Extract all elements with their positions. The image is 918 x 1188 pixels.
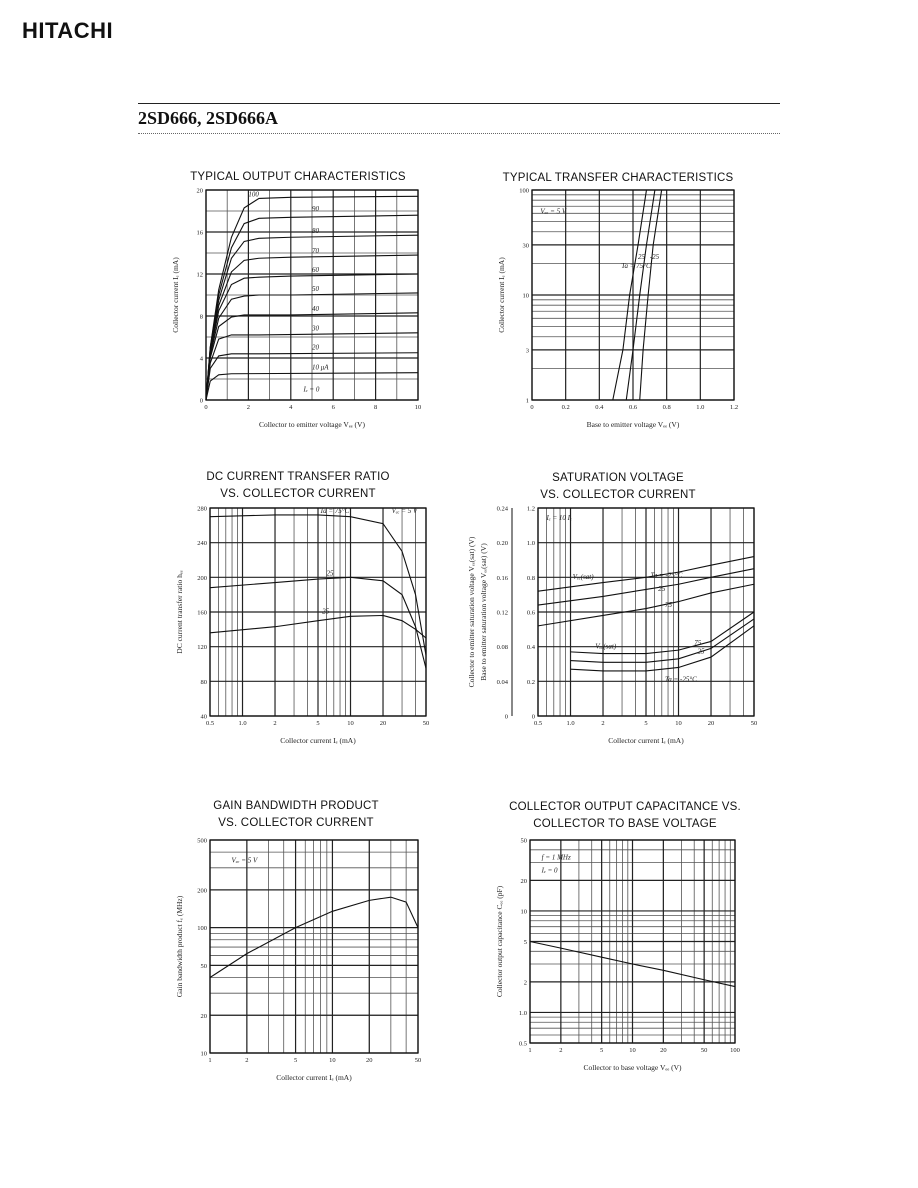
series-annotation: 75 bbox=[694, 638, 702, 647]
chart-output-characteristics bbox=[150, 185, 450, 440]
x-tick-label: 0 bbox=[204, 404, 208, 411]
series-annotation: Ta = 75°C bbox=[319, 507, 350, 516]
y-tick-label: 50 bbox=[200, 962, 207, 970]
series-annotation: Iₑ = 0 bbox=[541, 866, 558, 875]
y-tick-label: 12 bbox=[196, 271, 203, 279]
y-tick-label: 20 bbox=[196, 187, 203, 195]
y2-tick-label: 0.16 bbox=[496, 574, 508, 582]
y-tick-label: 160 bbox=[197, 609, 207, 617]
series-annotation: 25 bbox=[326, 569, 334, 578]
chart-title-output: TYPICAL OUTPUT CHARACTERISTICS bbox=[190, 171, 406, 183]
y-tick-label: 50 bbox=[520, 837, 527, 845]
y-axis-label: Collector current Iₑ (mA) bbox=[171, 257, 180, 333]
x-tick-label: 2 bbox=[245, 1057, 249, 1064]
series-annotation: -25 bbox=[319, 607, 330, 616]
y-tick-label: 8 bbox=[199, 313, 203, 321]
chart-dc-current-transfer-ratio bbox=[150, 500, 450, 755]
part-title: 2SD666, 2SD666A bbox=[138, 108, 279, 128]
y-tick-label: 30 bbox=[522, 242, 529, 250]
y-tick-label: 1 bbox=[525, 397, 529, 405]
chart-saturation-voltage bbox=[455, 500, 775, 755]
x-tick-label: 0.4 bbox=[595, 404, 604, 411]
y-tick-label: 0 bbox=[531, 713, 535, 721]
x-tick-label: 2 bbox=[601, 720, 605, 727]
header-rule bbox=[138, 103, 780, 104]
x-tick-label: 100 bbox=[730, 1047, 740, 1054]
x-tick-label: 1.0 bbox=[696, 404, 705, 411]
y-tick-label: 80 bbox=[200, 678, 207, 686]
series-annotation: -25 bbox=[649, 253, 660, 262]
y-tick-label: 100 bbox=[519, 187, 529, 195]
series-annotation: Ta = -25°C bbox=[650, 571, 683, 580]
chart-transfer-characteristics bbox=[470, 185, 770, 440]
series-annotation: 25 bbox=[658, 585, 666, 594]
chart-title-cob: COLLECTOR OUTPUT CAPACITANCE VS. COLLECTOR TO BASE VOLTAGE bbox=[509, 801, 741, 830]
x-tick-label: 20 bbox=[379, 720, 387, 727]
y-tick-label: 20 bbox=[520, 877, 527, 885]
y-tick-label: 5 bbox=[523, 939, 527, 946]
y-tick-label: 4 bbox=[199, 355, 203, 363]
series-annotation: 80 bbox=[312, 227, 319, 236]
y-tick-label: 200 bbox=[197, 887, 207, 895]
series-annotation: 60 bbox=[312, 265, 319, 274]
y-tick-label: 0.8 bbox=[526, 574, 535, 582]
y-axis-label: Gain bandwidth product fₑ (MHz) bbox=[175, 895, 184, 998]
series-annotation: f = 1 MHz bbox=[541, 853, 571, 862]
y-tick-label: 10 bbox=[520, 908, 527, 916]
series-annotation: Ta = 75°C bbox=[621, 262, 651, 271]
x-tick-label: 8 bbox=[373, 404, 378, 411]
x-tick-label: 50 bbox=[414, 1057, 422, 1064]
chart-gain-bandwidth bbox=[150, 830, 450, 1085]
series-line bbox=[571, 619, 754, 662]
series-annotation: Vₑₑ = 5 V bbox=[540, 207, 567, 216]
x-tick-label: 50 bbox=[700, 1047, 708, 1054]
series-annotation: 30 bbox=[312, 324, 319, 333]
series-annotation: 70 bbox=[312, 247, 319, 255]
x-tick-label: 1.0 bbox=[566, 720, 575, 727]
series-annotation: 100 bbox=[248, 190, 259, 199]
x-tick-label: 20 bbox=[366, 1057, 373, 1064]
y-tick-label: 1.2 bbox=[526, 505, 535, 513]
x-tick-label: 10 bbox=[347, 720, 354, 727]
y-tick-label: 500 bbox=[197, 837, 207, 845]
brand-logo: HITACHI bbox=[22, 18, 114, 43]
y-tick-label: 280 bbox=[197, 505, 207, 513]
chart-title-gbw: GAIN BANDWIDTH PRODUCT VS. COLLECTOR CURRENT bbox=[213, 800, 379, 829]
x-tick-label: 6 bbox=[331, 404, 335, 411]
series-annotation: Vₑₑ(sat) bbox=[595, 642, 617, 651]
plot-frame bbox=[210, 840, 418, 1053]
x-axis-label: Collector current Iₑ (mA) bbox=[280, 736, 356, 745]
y-tick-label: 10 bbox=[522, 292, 529, 300]
x-tick-label: 0.5 bbox=[533, 720, 543, 727]
x-tick-label: 4 bbox=[289, 404, 293, 411]
x-tick-label: 10 bbox=[675, 720, 682, 727]
header-rule-dotted bbox=[138, 133, 780, 134]
x-tick-label: 5 bbox=[644, 720, 648, 727]
y2-tick-label: 0.04 bbox=[496, 678, 508, 686]
chart-title-transfer: TYPICAL TRANSFER CHARACTERISTICS bbox=[502, 172, 734, 184]
y-tick-label: 3 bbox=[525, 347, 529, 355]
y-tick-label: 0 bbox=[199, 397, 203, 405]
x-tick-label: 0.6 bbox=[628, 404, 638, 411]
x-tick-label: 0.5 bbox=[205, 720, 215, 727]
y-axis-label: Collector to emitter saturation voltage Vₑₑ(sat) (V) bbox=[467, 536, 476, 688]
series-annotation: Ta = -25°C bbox=[665, 675, 697, 684]
series-annotation: 90 bbox=[312, 205, 319, 213]
x-axis-label: Collector to base voltage Vₑₑ (V) bbox=[583, 1063, 682, 1072]
y-tick-label: 16 bbox=[196, 229, 203, 237]
x-tick-label: 1.0 bbox=[238, 720, 247, 727]
series-annotation: 40 bbox=[312, 304, 319, 313]
x-tick-label: 5 bbox=[316, 720, 320, 727]
series-annotation: Vₑₑ = 5 V bbox=[391, 507, 418, 516]
x-axis-label: Collector to emitter voltage Vₑₑ (V) bbox=[259, 420, 365, 429]
y-tick-label: 0.5 bbox=[518, 1040, 527, 1048]
y-tick-label: 200 bbox=[197, 574, 207, 582]
x-tick-label: 50 bbox=[750, 720, 758, 727]
x-tick-label: 50 bbox=[422, 720, 430, 727]
x-tick-label: 10 bbox=[414, 404, 422, 411]
y2-tick-label: 0.24 bbox=[496, 505, 508, 513]
y-axis-label: DC current transfer ratio hₑₑ bbox=[175, 570, 184, 654]
y2-axis-label: Base to emitter saturation voltage Vₑₑ(sat) (V) bbox=[479, 543, 488, 681]
chart-title-saturation: SATURATION VOLTAGE VS. COLLECTOR CURRENT bbox=[540, 472, 696, 501]
y-tick-label: 0.6 bbox=[526, 609, 535, 617]
y-tick-label: 100 bbox=[197, 925, 207, 933]
x-tick-label: 1.2 bbox=[729, 404, 739, 411]
y2-tick-label: 0.12 bbox=[496, 609, 508, 617]
chart-title-hfe: DC CURRENT TRANSFER RATIO VS. COLLECTOR CURRENT bbox=[206, 471, 390, 500]
series-annotation: 10 μA bbox=[312, 363, 329, 372]
y2-tick-label: 0.20 bbox=[496, 540, 508, 548]
x-tick-label: 10 bbox=[329, 1057, 336, 1064]
x-tick-label: 5 bbox=[600, 1047, 604, 1054]
series-annotation: Vₑₑ = 5 V bbox=[231, 856, 258, 865]
y-tick-label: 1.0 bbox=[518, 1009, 527, 1017]
x-tick-label: 1 bbox=[528, 1047, 532, 1054]
series-annotation: Iₑ = 10 Iₑ bbox=[546, 514, 572, 523]
chart-collector-capacitance bbox=[470, 830, 770, 1085]
y-tick-label: 20 bbox=[200, 1012, 207, 1020]
series-annotation: 25 bbox=[638, 253, 646, 262]
x-tick-label: 2 bbox=[246, 404, 251, 411]
y-tick-label: 40 bbox=[200, 713, 207, 721]
y-tick-label: 2 bbox=[523, 979, 527, 987]
series-annotation: 75 bbox=[665, 600, 673, 609]
x-axis-label: Collector current Iₑ (mA) bbox=[276, 1073, 352, 1082]
y2-tick-label: 0.08 bbox=[496, 644, 508, 652]
x-tick-label: 0.2 bbox=[561, 404, 570, 411]
x-tick-label: 20 bbox=[707, 720, 715, 727]
series-annotation: Vₑₑ(sat) bbox=[572, 573, 594, 582]
y-axis-label: Collector current Iₑ (mA) bbox=[497, 257, 506, 333]
x-tick-label: 1 bbox=[208, 1057, 212, 1064]
x-tick-label: 0 bbox=[530, 404, 534, 411]
x-tick-label: 2 bbox=[559, 1047, 563, 1054]
y-axis-label: Collector output capacitance Cₑₑ (pF) bbox=[495, 885, 504, 998]
y-tick-label: 1.0 bbox=[526, 540, 535, 548]
y-tick-label: 0.4 bbox=[526, 644, 535, 652]
series-annotation: 20 bbox=[312, 343, 319, 352]
x-axis-label: Collector current Iₑ (mA) bbox=[608, 736, 684, 745]
x-tick-label: 10 bbox=[629, 1047, 636, 1054]
y-tick-label: 10 bbox=[200, 1050, 207, 1058]
x-tick-label: 5 bbox=[293, 1057, 298, 1064]
y-tick-label: 240 bbox=[197, 540, 207, 548]
series-annotation: 50 bbox=[312, 284, 319, 293]
x-axis-label: Base to emitter voltage Vₑₑ (V) bbox=[586, 420, 680, 429]
y-tick-label: 120 bbox=[197, 644, 207, 652]
y2-tick-label: 0 bbox=[504, 713, 508, 721]
x-tick-label: 2 bbox=[273, 720, 277, 727]
x-tick-label: 20 bbox=[660, 1047, 667, 1054]
series-annotation: 25 bbox=[697, 647, 705, 656]
y-tick-label: 0.2 bbox=[526, 678, 535, 686]
x-tick-label: 0.8 bbox=[662, 404, 671, 411]
series-annotation: Iₑ = 0 bbox=[303, 385, 320, 394]
